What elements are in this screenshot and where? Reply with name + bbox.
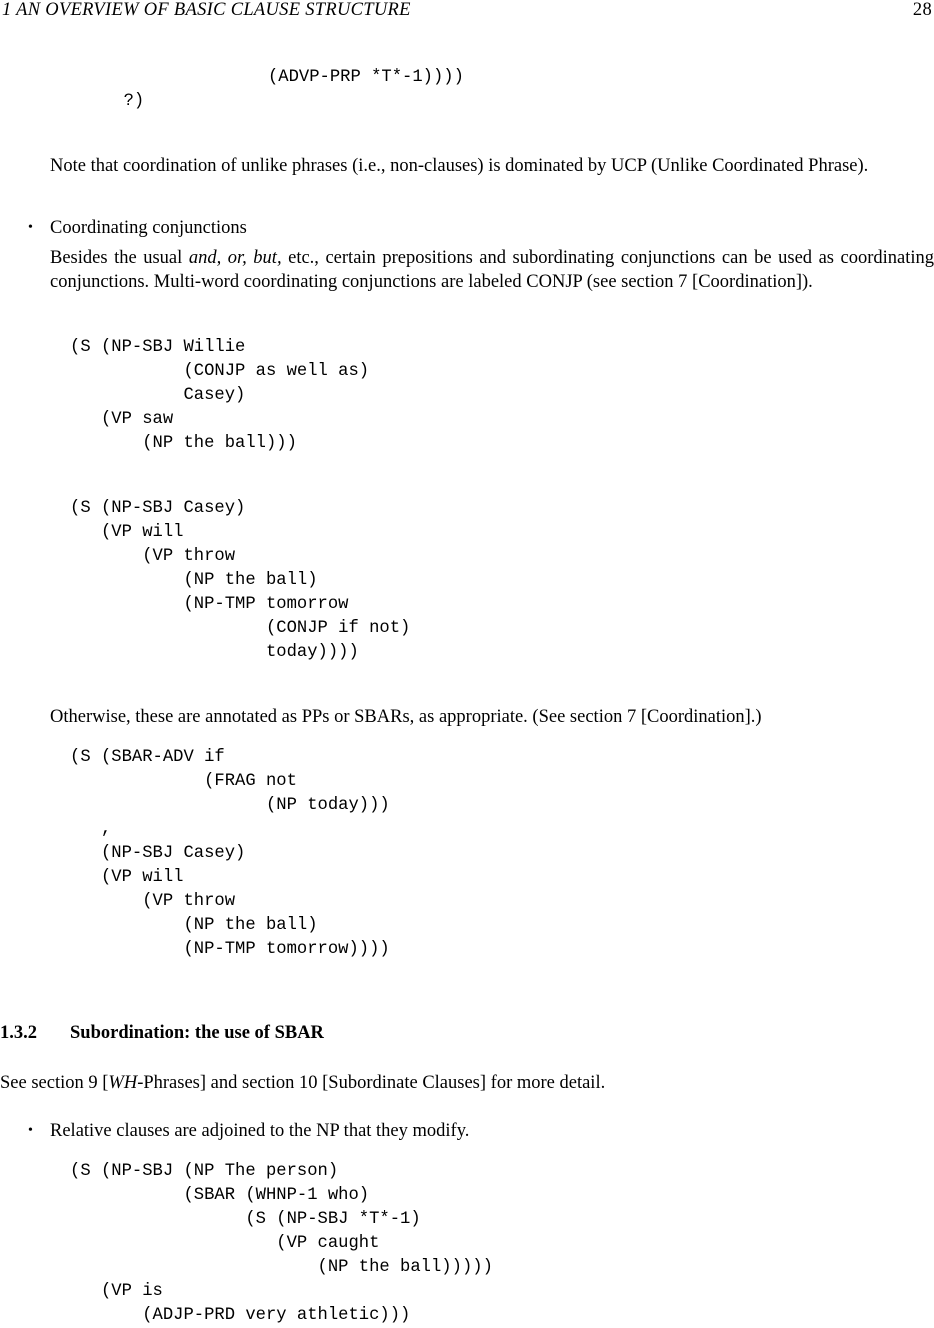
paragraph-coordinating-conjunctions (50, 246, 934, 294)
section-number: 1.3.2 (0, 1023, 37, 1043)
code-block-conjp-willie: (S (NP-SBJ Willie (CONJP as well as) Casey) (VP saw (NP the ball))) (70, 338, 370, 453)
paragraph-note-ucp: Note that coordination of unlike phrases (i.e., non-clauses) is dominated by UCP (Unlike Coordinated Phrase). (50, 156, 869, 176)
running-header-title: 1 AN OVERVIEW OF BASIC CLAUSE STRUCTURE (2, 0, 411, 20)
code-block-sbar-adv: (S (SBAR-ADV if (FRAG not (NP today))) , (NP-SBJ Casey) (VP will (VP throw (NP the ball) (NP-TMP tomorrow)))) (70, 748, 390, 959)
bullet-marker: • (28, 220, 33, 235)
section-intro (0, 1071, 605, 1095)
bullet-label-relative-clauses: Relative clauses are adjoined to the NP that they modify. (50, 1121, 470, 1141)
intro-emphasis: WH (108, 1073, 138, 1093)
page-number: 28 (912, 0, 932, 20)
bullet-label-coordinating-conjunctions: Coordinating conjunctions (50, 218, 247, 238)
code-block-tree-continuation: (ADVP-PRP *T*-1)))) ?) (123, 68, 464, 111)
paragraph-otherwise: Otherwise, these are annotated as PPs or SBARs, as appropriate. (See section 7 [Coordination].) (50, 707, 762, 727)
bullet-marker: • (28, 1123, 33, 1138)
paragraph-text: Besides the usual (50, 248, 189, 268)
section-title: Subordination: the use of SBAR (70, 1023, 324, 1043)
intro-text: -Phrases] and section 10 [Subordinate Clauses] for more detail. (137, 1073, 606, 1093)
paragraph-text: etc., certain prepositions and subordinating conjunctions can be used as coordinating conjunctions. Multi-word coordinating conjunctions are labeled CONJP (see section 7 [Coordination]). (50, 248, 934, 292)
emphasis-text: and, or, but, (188, 248, 282, 268)
code-block-relative-clause: (S (NP-SBJ (NP The person) (SBAR (WHNP-1 who) (S (NP-SBJ *T*-1) (VP caught (NP the ball))))) (VP is (ADJP-PRD very athletic))) (70, 1162, 493, 1325)
code-block-conjp-casey: (S (NP-SBJ Casey) (VP will (VP throw (NP the ball) (NP-TMP tomorrow (CONJP if not) today)))) (70, 499, 411, 662)
intro-text: See section 9 [ (0, 1073, 109, 1093)
